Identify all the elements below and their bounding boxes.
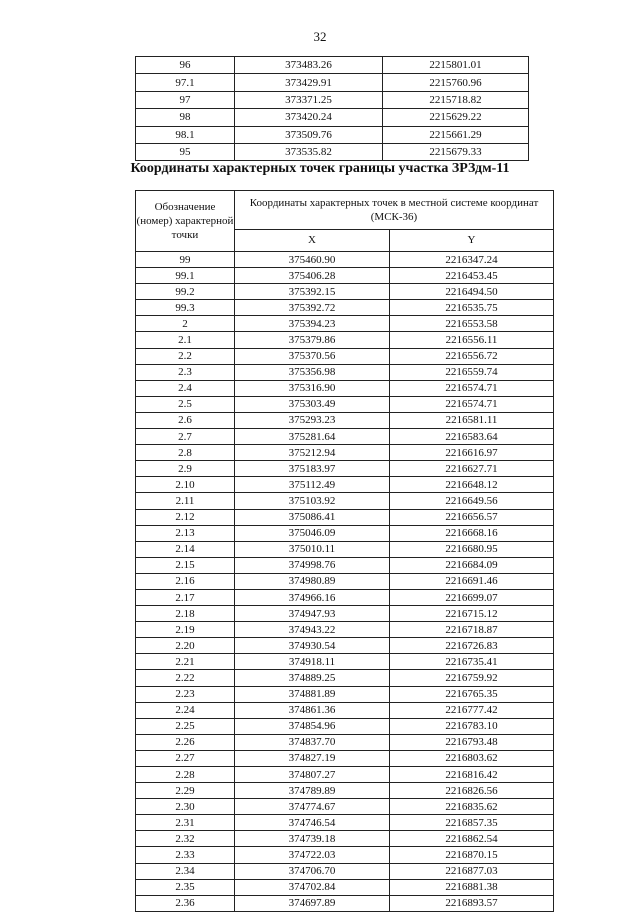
table-row	[136, 573, 554, 589]
y-coordinate-cell: 2216494.50	[390, 284, 554, 300]
table-row	[136, 734, 554, 750]
x-coordinate-cell: 375356.98	[235, 364, 390, 380]
table-row	[136, 638, 554, 654]
point-number-cell: 2.20	[136, 638, 235, 654]
table-row	[136, 815, 554, 831]
x-coordinate-cell: 374980.89	[235, 573, 390, 589]
x-coordinate-cell: 374943.22	[235, 622, 390, 638]
table-row	[136, 396, 554, 412]
table-row	[136, 109, 529, 126]
x-coordinate-cell: 375086.41	[235, 509, 390, 525]
point-number-cell: 2.2	[136, 348, 235, 364]
table-row	[136, 847, 554, 863]
x-coordinate-cell: 374706.70	[235, 863, 390, 879]
y-coordinate-cell: 2216870.15	[390, 847, 554, 863]
point-number-cell: 2.15	[136, 557, 235, 573]
point-number-cell: 2.14	[136, 541, 235, 557]
coordinates-table-header	[136, 191, 554, 252]
table-row	[136, 316, 554, 332]
y-coordinate-cell: 2216862.54	[390, 831, 554, 847]
y-coordinate-cell: 2216616.97	[390, 445, 554, 461]
x-coordinate-cell: 375281.64	[235, 429, 390, 445]
x-coordinate-cell: 375112.49	[235, 477, 390, 493]
point-number-cell: 2.9	[136, 461, 235, 477]
y-coordinate-cell: 2216649.56	[390, 493, 554, 509]
x-coordinate-cell: 373429.91	[235, 74, 383, 91]
y-coordinate-cell: 2216691.46	[390, 573, 554, 589]
table-row	[136, 750, 554, 766]
x-coordinate-cell: 374854.96	[235, 718, 390, 734]
x-coordinate-cell: 374807.27	[235, 767, 390, 783]
point-number-cell: 2.24	[136, 702, 235, 718]
point-number-cell: 2.32	[136, 831, 235, 847]
point-number-cell: 2.22	[136, 670, 235, 686]
table-row	[136, 831, 554, 847]
table-row	[136, 461, 554, 477]
x-coordinate-cell: 375460.90	[235, 252, 390, 268]
point-number-cell: 2.7	[136, 429, 235, 445]
table-row	[136, 670, 554, 686]
x-coordinate-cell: 374697.89	[235, 895, 390, 911]
x-coordinate-cell: 374746.54	[235, 815, 390, 831]
point-number-cell: 2.4	[136, 380, 235, 396]
x-coordinate-cell: 375406.28	[235, 268, 390, 284]
y-coordinate-cell: 2216648.12	[390, 477, 554, 493]
y-coordinate-cell: 2216553.58	[390, 316, 554, 332]
x-coordinate-cell: 374702.84	[235, 879, 390, 895]
table-row	[136, 509, 554, 525]
section-title: Координаты характерных точек границы участка ЗРЗдм-11	[130, 161, 510, 176]
table-row	[136, 863, 554, 879]
table-row	[136, 284, 554, 300]
y-coordinate-cell: 2216680.95	[390, 541, 554, 557]
point-number-cell: 2.3	[136, 364, 235, 380]
table-row	[136, 300, 554, 316]
point-number-cell: 2.17	[136, 589, 235, 605]
x-coordinate-cell: 374837.70	[235, 734, 390, 750]
page-number: 32	[313, 29, 327, 44]
table-row	[136, 477, 554, 493]
y-coordinate-cell: 2216668.16	[390, 525, 554, 541]
x-coordinate-cell: 374881.89	[235, 686, 390, 702]
table-row	[136, 493, 554, 509]
x-coordinate-cell: 374930.54	[235, 638, 390, 654]
point-number-cell: 95	[136, 143, 235, 160]
y-coordinate-cell: 2216581.11	[390, 412, 554, 428]
table-row	[136, 91, 529, 108]
x-coordinate-cell: 375379.86	[235, 332, 390, 348]
point-number-cell: 96	[136, 57, 235, 74]
y-coordinate-cell: 2216453.45	[390, 268, 554, 284]
x-coordinate-cell: 373483.26	[235, 57, 383, 74]
point-number-cell: 2.28	[136, 767, 235, 783]
continued-coordinates-body	[136, 57, 529, 161]
point-number-cell: 99.1	[136, 268, 235, 284]
y-coordinate-cell: 2216826.56	[390, 783, 554, 799]
point-number-cell: 2.8	[136, 445, 235, 461]
table-row	[136, 429, 554, 445]
x-coordinate-cell: 375316.90	[235, 380, 390, 396]
point-number-cell: 2.27	[136, 750, 235, 766]
table-row	[136, 126, 529, 143]
point-number-cell: 99	[136, 252, 235, 268]
y-coordinate-cell: 2216877.03	[390, 863, 554, 879]
y-coordinate-cell: 2216556.11	[390, 332, 554, 348]
table-row	[136, 74, 529, 91]
y-coordinate-cell: 2215801.01	[383, 57, 529, 74]
x-coordinate-cell: 375370.56	[235, 348, 390, 364]
x-coordinate-cell: 375183.97	[235, 461, 390, 477]
table-row	[136, 767, 554, 783]
y-coordinate-cell: 2216893.57	[390, 895, 554, 911]
table-row	[136, 252, 554, 268]
table-row	[136, 799, 554, 815]
x-coordinate-cell: 375103.92	[235, 493, 390, 509]
point-number-cell: 2.36	[136, 895, 235, 911]
y-coordinate-cell: 2215679.33	[383, 143, 529, 160]
table-row	[136, 895, 554, 911]
table-row	[136, 412, 554, 428]
y-coordinate-cell: 2216559.74	[390, 364, 554, 380]
y-coordinate-cell: 2216718.87	[390, 622, 554, 638]
point-number-cell: 2.11	[136, 493, 235, 509]
table-row	[136, 445, 554, 461]
y-coordinate-cell: 2216574.71	[390, 396, 554, 412]
y-coordinate-cell: 2216583.64	[390, 429, 554, 445]
point-number-cell: 2.26	[136, 734, 235, 750]
x-coordinate-cell: 374889.25	[235, 670, 390, 686]
y-coordinate-cell: 2216857.35	[390, 815, 554, 831]
y-coordinate-cell: 2216684.09	[390, 557, 554, 573]
point-number-cell: 97	[136, 91, 235, 108]
x-coordinate-cell: 374774.67	[235, 799, 390, 815]
point-number-cell: 99.3	[136, 300, 235, 316]
y-coordinate-cell: 2216699.07	[390, 589, 554, 605]
table-row	[136, 589, 554, 605]
x-coordinate-cell: 374918.11	[235, 654, 390, 670]
point-number-cell: 2.29	[136, 783, 235, 799]
table-row	[136, 702, 554, 718]
x-coordinate-cell: 374861.36	[235, 702, 390, 718]
x-coordinate-cell: 374739.18	[235, 831, 390, 847]
point-number-cell: 2.5	[136, 396, 235, 412]
table-row	[136, 380, 554, 396]
point-number-cell: 2.10	[136, 477, 235, 493]
y-coordinate-cell: 2216803.62	[390, 750, 554, 766]
x-coordinate-cell: 373509.76	[235, 126, 383, 143]
table-row	[136, 718, 554, 734]
y-coordinate-cell: 2216627.71	[390, 461, 554, 477]
header-coordinates: Координаты характерных точек в местной системе координат (МСК-36)	[235, 191, 554, 230]
table-row	[136, 654, 554, 670]
y-coordinate-cell: 2216535.75	[390, 300, 554, 316]
point-number-cell: 98	[136, 109, 235, 126]
y-coordinate-cell: 2216574.71	[390, 380, 554, 396]
header-y: Y	[390, 229, 554, 251]
coordinates-table	[135, 190, 554, 912]
y-coordinate-cell: 2216777.42	[390, 702, 554, 718]
point-number-cell: 2.1	[136, 332, 235, 348]
continued-coordinates-table	[135, 56, 529, 161]
y-coordinate-cell: 2216726.83	[390, 638, 554, 654]
table-row	[136, 622, 554, 638]
x-coordinate-cell: 373420.24	[235, 109, 383, 126]
y-coordinate-cell: 2216783.10	[390, 718, 554, 734]
x-coordinate-cell: 374827.19	[235, 750, 390, 766]
point-number-cell: 2.13	[136, 525, 235, 541]
y-coordinate-cell: 2216765.35	[390, 686, 554, 702]
point-number-cell: 2.33	[136, 847, 235, 863]
y-coordinate-cell: 2216881.38	[390, 879, 554, 895]
point-number-cell: 2.34	[136, 863, 235, 879]
point-number-cell: 97.1	[136, 74, 235, 91]
x-coordinate-cell: 374947.93	[235, 606, 390, 622]
table-row	[136, 557, 554, 573]
point-number-cell: 2.18	[136, 606, 235, 622]
header-point-number: Обозначение (номер) характерной точки	[136, 191, 235, 252]
x-coordinate-cell: 375303.49	[235, 396, 390, 412]
x-coordinate-cell: 375394.23	[235, 316, 390, 332]
point-number-cell: 2.35	[136, 879, 235, 895]
x-coordinate-cell: 375392.72	[235, 300, 390, 316]
x-coordinate-cell: 375392.15	[235, 284, 390, 300]
header-x: X	[235, 229, 390, 251]
y-coordinate-cell: 2216759.92	[390, 670, 554, 686]
y-coordinate-cell: 2216556.72	[390, 348, 554, 364]
x-coordinate-cell: 374966.16	[235, 589, 390, 605]
x-coordinate-cell: 375046.09	[235, 525, 390, 541]
table-row	[136, 364, 554, 380]
point-number-cell: 2.19	[136, 622, 235, 638]
x-coordinate-cell: 373371.25	[235, 91, 383, 108]
point-number-cell: 2	[136, 316, 235, 332]
coordinates-table-body	[136, 252, 554, 912]
y-coordinate-cell: 2216656.57	[390, 509, 554, 525]
x-coordinate-cell: 375212.94	[235, 445, 390, 461]
point-number-cell: 2.23	[136, 686, 235, 702]
x-coordinate-cell: 375293.23	[235, 412, 390, 428]
y-coordinate-cell: 2216835.62	[390, 799, 554, 815]
point-number-cell: 2.12	[136, 509, 235, 525]
point-number-cell: 2.16	[136, 573, 235, 589]
x-coordinate-cell: 374789.89	[235, 783, 390, 799]
x-coordinate-cell: 374998.76	[235, 557, 390, 573]
table-row	[136, 541, 554, 557]
y-coordinate-cell: 2215661.29	[383, 126, 529, 143]
y-coordinate-cell: 2216816.42	[390, 767, 554, 783]
point-number-cell: 99.2	[136, 284, 235, 300]
point-number-cell: 2.25	[136, 718, 235, 734]
y-coordinate-cell: 2216735.41	[390, 654, 554, 670]
table-row	[136, 143, 529, 160]
x-coordinate-cell: 375010.11	[235, 541, 390, 557]
y-coordinate-cell: 2216347.24	[390, 252, 554, 268]
point-number-cell: 98.1	[136, 126, 235, 143]
y-coordinate-cell: 2215718.82	[383, 91, 529, 108]
x-coordinate-cell: 374722.03	[235, 847, 390, 863]
table-row	[136, 57, 529, 74]
y-coordinate-cell: 2215760.96	[383, 74, 529, 91]
table-row	[136, 686, 554, 702]
table-row	[136, 268, 554, 284]
x-coordinate-cell: 373535.82	[235, 143, 383, 160]
y-coordinate-cell: 2216793.48	[390, 734, 554, 750]
table-row	[136, 348, 554, 364]
table-row	[136, 879, 554, 895]
y-coordinate-cell: 2216715.12	[390, 606, 554, 622]
table-row	[136, 606, 554, 622]
table-row	[136, 525, 554, 541]
point-number-cell: 2.6	[136, 412, 235, 428]
point-number-cell: 2.31	[136, 815, 235, 831]
table-row	[136, 783, 554, 799]
point-number-cell: 2.30	[136, 799, 235, 815]
point-number-cell: 2.21	[136, 654, 235, 670]
y-coordinate-cell: 2215629.22	[383, 109, 529, 126]
table-row	[136, 332, 554, 348]
